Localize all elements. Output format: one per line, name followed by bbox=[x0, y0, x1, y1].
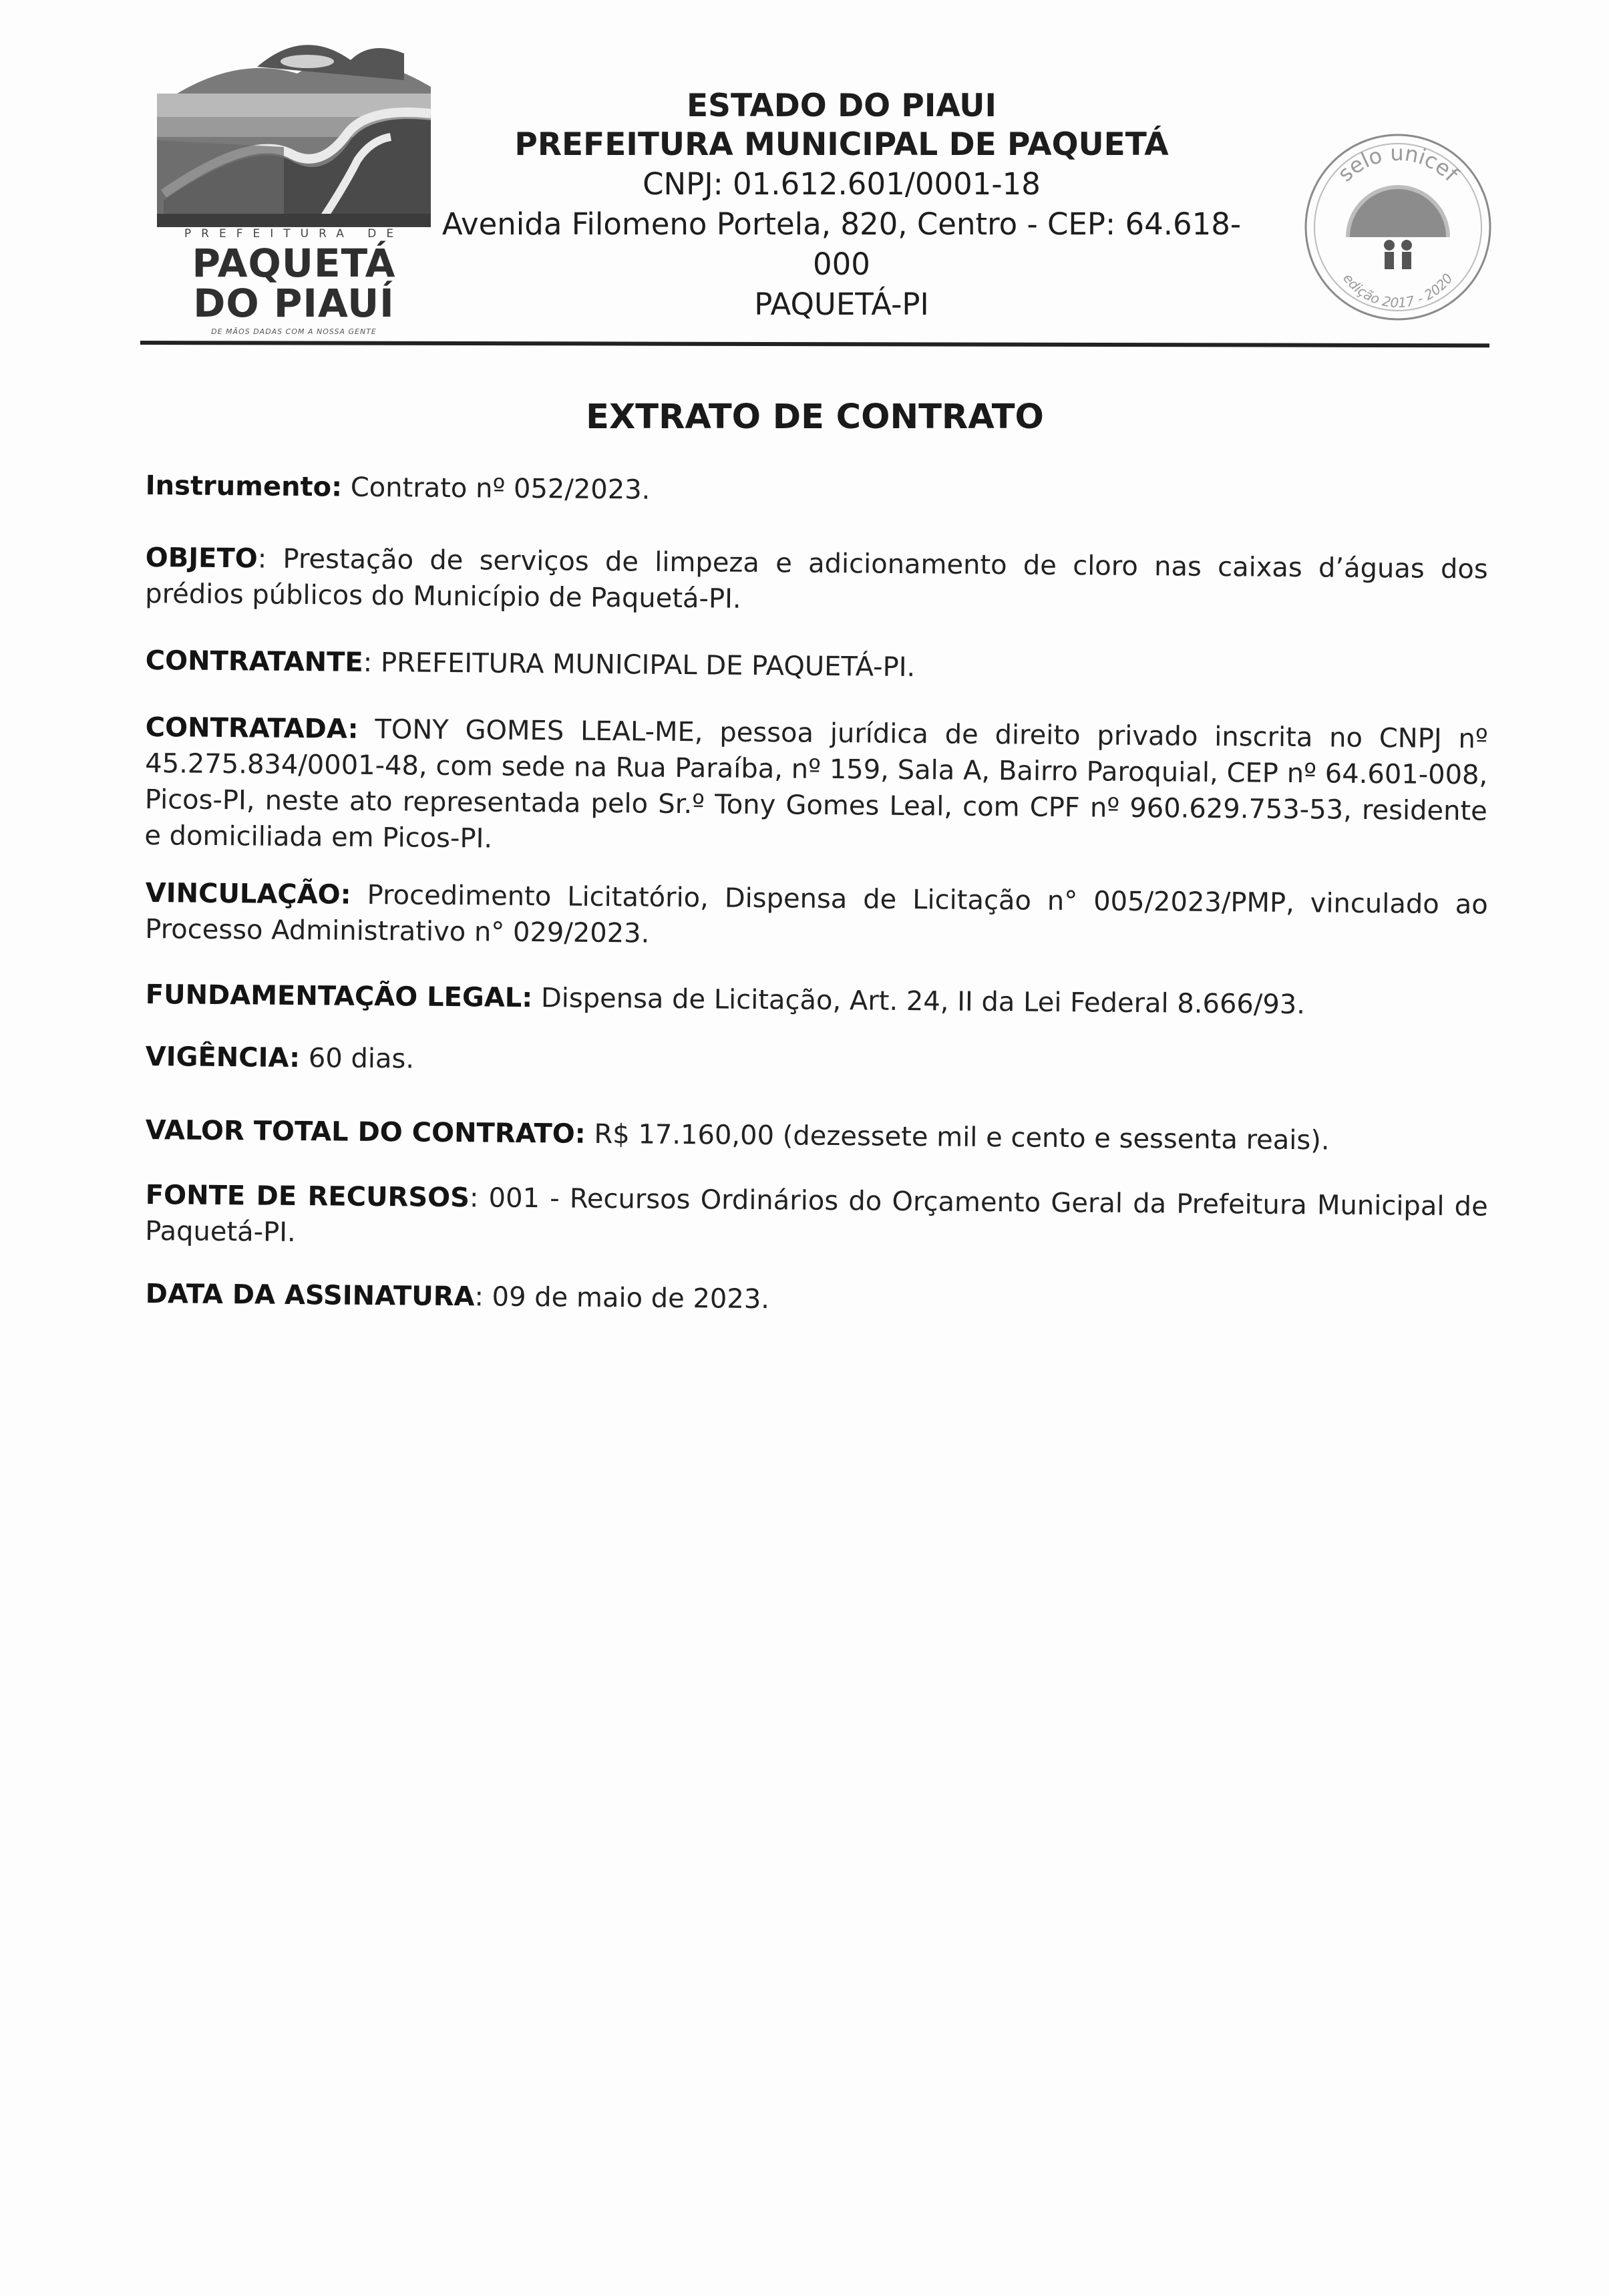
clause-label: FONTE DE RECURSOS bbox=[145, 1179, 470, 1214]
clause-text: : Prestação de serviços de limpeza e adicionamento de cloro nas caixas d’águas dos prédios públicos do Município de Paquetá-PI. bbox=[145, 543, 1488, 615]
clause-text: : 001 - Recursos Ordinários do Orçamento Geral da Prefeitura Municipal de Paquetá-PI. bbox=[145, 1182, 1488, 1248]
clause-text: Contrato nº 052/2023. bbox=[341, 472, 651, 506]
clause-vinculacao bbox=[145, 875, 1488, 959]
logo-name-line2: DO PIAUÍ bbox=[193, 281, 395, 326]
clause-instrumento bbox=[146, 468, 1488, 516]
letterhead bbox=[441, 87, 1242, 325]
header-divider bbox=[140, 341, 1489, 347]
clause-contratada bbox=[144, 709, 1488, 866]
clause-label: VINCULAÇÃO: bbox=[145, 877, 351, 911]
clause-label: OBJETO bbox=[145, 542, 258, 575]
municipality-logo bbox=[150, 27, 437, 336]
clause-label: CONTRATADA: bbox=[145, 711, 359, 745]
clause-label: FUNDAMENTAÇÃO LEGAL: bbox=[145, 979, 533, 1014]
clause-valor-total bbox=[146, 1112, 1488, 1160]
clause-text: Dispensa de Licitação, Art. 24, II da Lei Federal 8.666/93. bbox=[532, 983, 1306, 1021]
clause-label: VIGÊNCIA: bbox=[145, 1041, 301, 1074]
logo-tagline: DE MÃOS DADAS COM A NOSSA GENTE bbox=[211, 327, 377, 336]
logo-name-line1: PAQUETÁ bbox=[192, 240, 396, 286]
seal-top-text: selo unicef bbox=[1332, 140, 1464, 187]
prefecture-name: PREFEITURA MUNICIPAL DE PAQUETÁ bbox=[514, 126, 1169, 163]
clause-text: : PREFEITURA MUNICIPAL DE PAQUETÁ-PI. bbox=[363, 647, 916, 683]
document-title: EXTRATO DE CONTRATO bbox=[586, 397, 1044, 437]
seal-bottom-text: edição 2017 - 2020 bbox=[1340, 270, 1456, 311]
unicef-seal-icon bbox=[1301, 130, 1495, 324]
clause-vigencia bbox=[146, 1039, 1488, 1087]
svg-text:edição 2017 - 2020 bbox=[1340, 271, 1456, 311]
logo-prefeitura-label: PREFEITURA DE bbox=[184, 227, 404, 240]
cnpj-line: CNPJ: 01.612.601/0001-18 bbox=[643, 166, 1041, 202]
state-name: ESTADO DO PIAUI bbox=[687, 88, 997, 124]
clause-text: : 09 de maio de 2023. bbox=[474, 1281, 770, 1315]
clause-text: 60 dias. bbox=[299, 1043, 415, 1075]
address-line: Avenida Filomeno Portela, 820, Centro - CEP: 64.618-000 bbox=[441, 206, 1242, 282]
clause-label: VALOR TOTAL DO CONTRATO: bbox=[145, 1114, 586, 1150]
clause-text: R$ 17.160,00 (dezessete mil e cento e sessenta reais). bbox=[585, 1118, 1330, 1156]
landscape-logo-icon bbox=[150, 27, 437, 227]
clause-contratante bbox=[146, 643, 1488, 691]
clause-label: DATA DA ASSINATURA bbox=[145, 1278, 475, 1313]
clause-text: TONY GOMES LEAL-ME, pessoa jurídica de direito privado inscrita no CNPJ nº 45.275.834/0001-48, com sede na Rua Paraíba, nº 159, Sala A, Bairro Paroquial, CEP nº 64.601-008, Picos-PI, neste ato representada pelo Sr.º Tony Gomes Leal, com CPF nº 960.629.753-53, residente e domiciliada em Picos-PI. bbox=[144, 713, 1488, 854]
clause-label: Instrumento: bbox=[145, 470, 343, 503]
clause-data-assinatura bbox=[146, 1276, 1488, 1324]
clause-fonte-recursos bbox=[145, 1177, 1488, 1261]
clause-fundamentacao bbox=[146, 977, 1488, 1025]
unicef-seal bbox=[1301, 130, 1495, 324]
clause-label: CONTRATANTE bbox=[145, 645, 363, 678]
city-line: PAQUETÁ-PI bbox=[754, 287, 929, 322]
clause-objeto bbox=[145, 540, 1488, 624]
clause-text: Procedimento Licitatório, Dispensa de Licitação n° 005/2023/PMP, vinculado ao Processo Administrativo n° 029/2023. bbox=[145, 879, 1488, 949]
